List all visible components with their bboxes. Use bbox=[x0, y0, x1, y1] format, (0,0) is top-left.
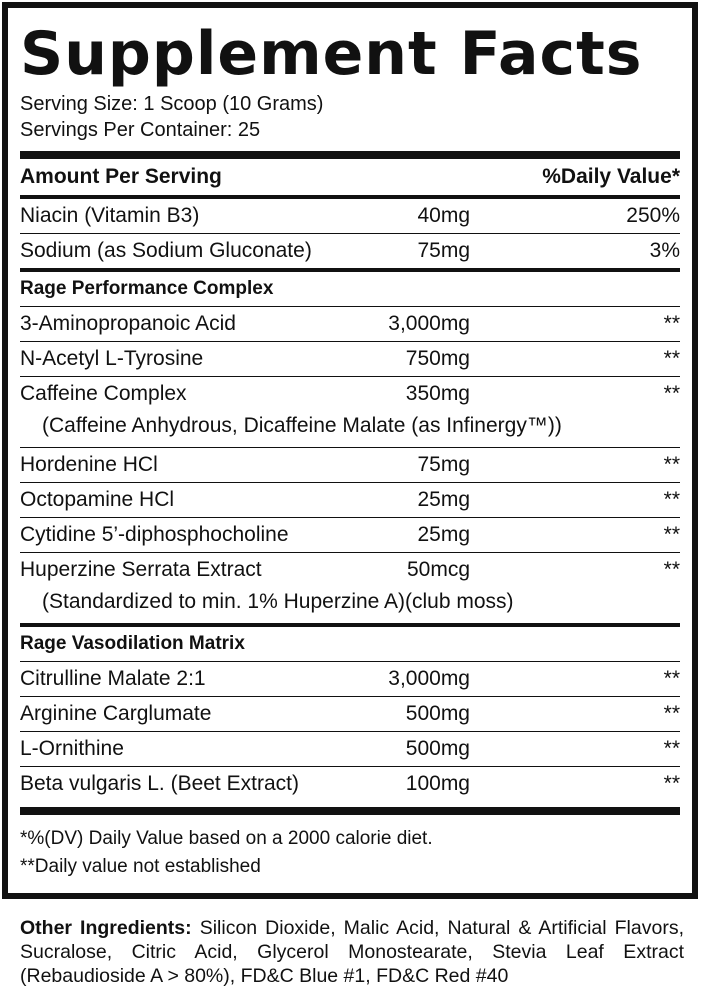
ingredient-dv: ** bbox=[663, 312, 680, 335]
ingredient-name: Sodium (as Sodium Gluconate) bbox=[20, 239, 312, 262]
table-row bbox=[20, 662, 680, 696]
ingredient-dv: ** bbox=[663, 488, 680, 511]
footnote-not-established: **Daily value not established bbox=[20, 856, 261, 877]
amount-per-serving-label: Amount Per Serving bbox=[20, 165, 222, 188]
ingredient-name: Niacin (Vitamin B3) bbox=[20, 204, 200, 227]
table-row bbox=[20, 448, 680, 482]
ingredient-name: Arginine Carglumate bbox=[20, 702, 212, 725]
table-row bbox=[20, 199, 680, 233]
ingredient-name: 3-Aminopropanoic Acid bbox=[20, 312, 236, 335]
ingredient-dv: ** bbox=[663, 453, 680, 476]
ingredient-amount: 25mg bbox=[417, 488, 470, 511]
ingredient-amount: 500mg bbox=[405, 702, 470, 725]
ingredient-amount: 750mg bbox=[405, 347, 470, 370]
ingredient-amount: 50mcg bbox=[406, 558, 470, 581]
ingredient-dv: ** bbox=[663, 382, 680, 405]
table-row bbox=[20, 697, 680, 731]
ingredient-amount: 25mg bbox=[417, 523, 470, 546]
serving-size: Serving Size: 1 Scoop (10 Grams) bbox=[20, 93, 324, 115]
ingredient-dv: ** bbox=[663, 667, 680, 690]
ingredient-name: Cytidine 5’-diphosphocholine bbox=[20, 523, 289, 546]
table-row bbox=[20, 342, 680, 376]
ingredient-amount: 3,000mg bbox=[388, 312, 470, 335]
ingredient-name: Citrulline Malate 2:1 bbox=[20, 667, 206, 690]
table-row bbox=[20, 553, 680, 623]
ingredient-name: Caffeine Complex bbox=[20, 382, 187, 405]
other-ingredients-text: Silicon Dioxide, Malic Acid, Natural & Artificial Flavors, Sucralose, Citric Acid, Glycerol Monostearate, Stevia Leaf Extract (Rebaudioside A > 80%), FD&C Blue #1, FD&C Red #40 bbox=[20, 917, 684, 987]
ingredient-dv: ** bbox=[663, 347, 680, 370]
ingredient-amount: 75mg bbox=[417, 453, 470, 476]
table-row bbox=[20, 767, 680, 801]
ingredient-detail: (Caffeine Anhydrous, Dicaffeine Malate (as Infinergy™)) bbox=[42, 414, 562, 437]
table-row bbox=[20, 732, 680, 766]
table-row bbox=[20, 234, 680, 268]
header-row bbox=[20, 159, 680, 195]
ingredient-name: Octopamine HCl bbox=[20, 488, 175, 511]
ingredient-dv: ** bbox=[663, 772, 680, 795]
footnotes bbox=[20, 825, 680, 881]
ingredient-name: N-Acetyl L-Tyrosine bbox=[20, 347, 204, 370]
ingredient-amount: 350mg bbox=[405, 382, 470, 405]
ingredient-name: Huperzine Serrata Extract bbox=[20, 558, 262, 581]
ingredient-dv: ** bbox=[663, 737, 680, 760]
ingredient-name: L-Ornithine bbox=[20, 737, 124, 760]
section-title-performance: Rage Performance Complex bbox=[20, 278, 274, 299]
section-title-vasodilation: Rage Vasodilation Matrix bbox=[20, 633, 245, 654]
table-row bbox=[20, 307, 680, 341]
supplement-facts-panel bbox=[2, 2, 698, 899]
panel-title: Supplement Facts bbox=[20, 19, 643, 89]
ingredient-amount: 500mg bbox=[405, 737, 470, 760]
table-row bbox=[20, 377, 680, 447]
table-row bbox=[20, 518, 680, 552]
daily-value-label: %Daily Value* bbox=[542, 165, 680, 188]
ingredient-name: Beta vulgaris L. (Beet Extract) bbox=[20, 772, 299, 795]
ingredient-amount: 40mg bbox=[417, 204, 470, 227]
other-ingredients bbox=[20, 916, 684, 988]
ingredient-dv: ** bbox=[663, 523, 680, 546]
other-ingredients-label: Other Ingredients: bbox=[20, 917, 192, 939]
ingredient-name: Hordenine HCl bbox=[20, 453, 158, 476]
ingredient-detail: (Standardized to min. 1% Huperzine A)(club moss) bbox=[42, 590, 514, 613]
ingredient-amount: 3,000mg bbox=[388, 667, 470, 690]
footnote-daily-value: *%(DV) Daily Value based on a 2000 calorie diet. bbox=[20, 828, 433, 849]
ingredient-dv: ** bbox=[663, 702, 680, 725]
servings-per-container: Servings Per Container: 25 bbox=[20, 119, 261, 141]
ingredient-dv: 250% bbox=[626, 204, 680, 227]
ingredient-dv: 3% bbox=[649, 239, 680, 262]
table-row bbox=[20, 483, 680, 517]
divider-thick bbox=[20, 807, 680, 815]
ingredient-amount: 100mg bbox=[405, 772, 470, 795]
ingredient-dv: ** bbox=[663, 558, 680, 581]
ingredient-amount: 75mg bbox=[417, 239, 470, 262]
divider-thick bbox=[20, 151, 680, 159]
